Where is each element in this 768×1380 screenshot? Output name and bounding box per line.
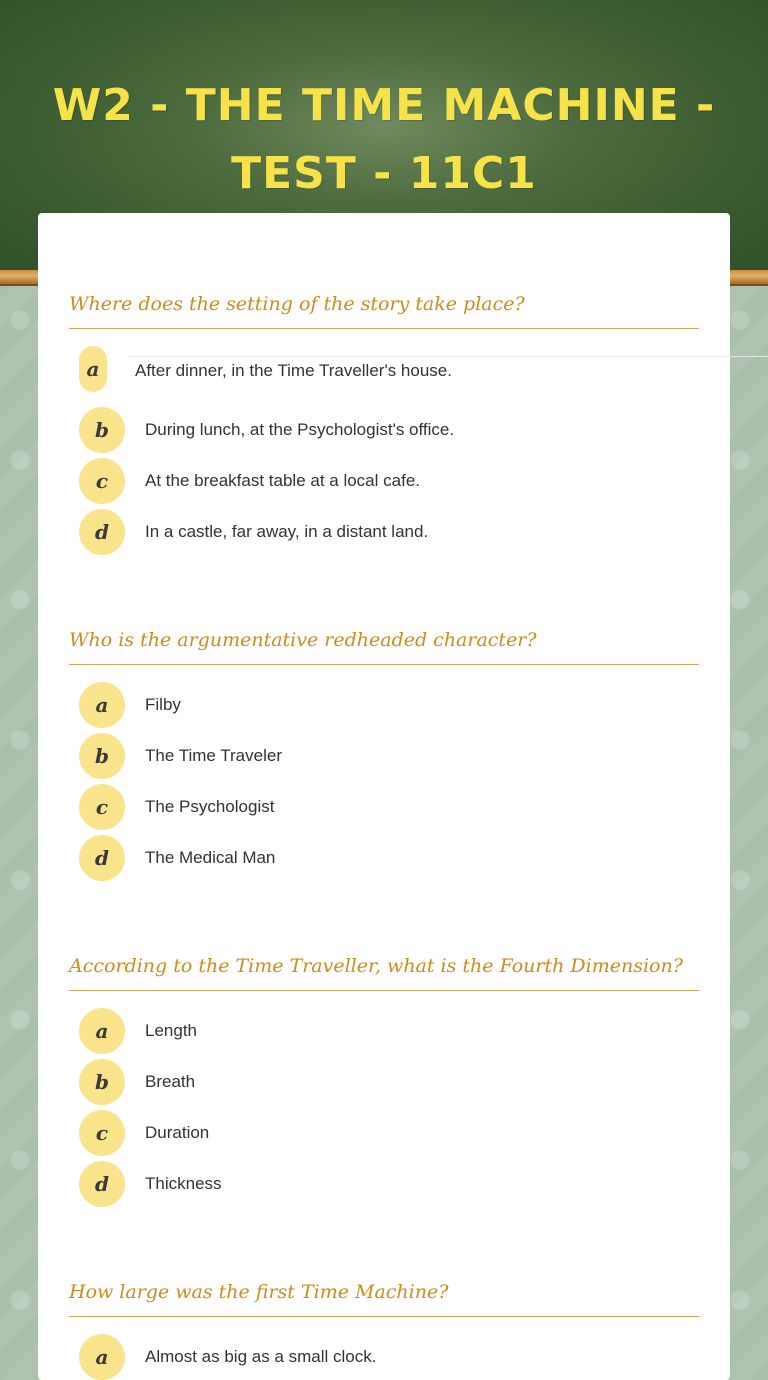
- question-2-text: Who is the argumentative redheaded character?: [69, 626, 699, 665]
- question-4-text: How large was the first Time Machine?: [69, 1278, 699, 1317]
- option-letter: c: [79, 458, 125, 504]
- option-letter: c: [79, 784, 125, 830]
- option-letter: a: [79, 346, 107, 392]
- question-3-option-a[interactable]: [79, 1008, 679, 1054]
- selection-divider: [128, 356, 768, 357]
- option-text: Almost as big as a small clock.: [145, 1347, 377, 1366]
- option-text: Thickness: [145, 1174, 222, 1193]
- question-2: [69, 626, 699, 870]
- question-1: [69, 290, 699, 544]
- question-1-option-d[interactable]: [79, 509, 679, 555]
- question-1-option-a[interactable]: [79, 346, 679, 392]
- option-text: The Medical Man: [145, 848, 276, 867]
- option-text: After dinner, in the Time Traveller's house.: [135, 361, 452, 380]
- question-3: [69, 952, 699, 1196]
- option-letter: d: [79, 835, 125, 881]
- question-3-option-c[interactable]: [79, 1110, 679, 1156]
- option-text: At the breakfast table at a local cafe.: [145, 471, 420, 490]
- option-letter: d: [79, 509, 125, 555]
- option-text: The Time Traveler: [145, 746, 282, 765]
- question-3-text: According to the Time Traveller, what is the Fourth Dimension?: [69, 952, 699, 991]
- option-letter: a: [79, 1334, 125, 1380]
- question-1-option-c[interactable]: [79, 458, 679, 504]
- question-1-option-b[interactable]: [79, 407, 679, 453]
- question-2-option-b[interactable]: [79, 733, 679, 779]
- question-4-option-a[interactable]: [79, 1334, 679, 1380]
- question-4: [69, 1278, 699, 1369]
- question-3-option-b[interactable]: [79, 1059, 679, 1105]
- question-1-text: Where does the setting of the story take place?: [69, 290, 699, 329]
- option-text: Length: [145, 1021, 197, 1040]
- worksheet-title: W2 - THE TIME MACHINE - TEST - 11C1: [52, 80, 716, 199]
- question-3-option-d[interactable]: [79, 1161, 679, 1207]
- option-letter: a: [79, 682, 125, 728]
- option-text: Duration: [145, 1123, 210, 1142]
- option-letter: b: [79, 407, 125, 453]
- option-letter: d: [79, 1161, 125, 1207]
- worksheet-card: [38, 213, 730, 1380]
- question-2-option-c[interactable]: [79, 784, 679, 830]
- option-letter: c: [79, 1110, 125, 1156]
- option-text: Breath: [145, 1072, 196, 1091]
- option-text: In a castle, far away, in a distant land.: [145, 522, 429, 541]
- question-2-option-a[interactable]: [79, 682, 679, 728]
- option-letter: b: [79, 733, 125, 779]
- option-text: During lunch, at the Psychologist's office.: [145, 420, 455, 439]
- option-text: The Psychologist: [145, 797, 275, 816]
- question-2-option-d[interactable]: [79, 835, 679, 881]
- option-letter: a: [79, 1008, 125, 1054]
- option-text: Filby: [145, 695, 181, 714]
- option-letter: b: [79, 1059, 125, 1105]
